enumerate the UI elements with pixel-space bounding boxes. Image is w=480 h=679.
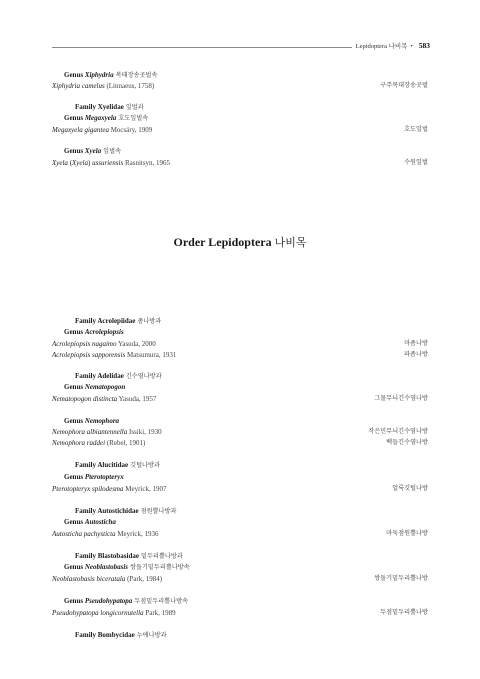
species-row: Pterotopteryx spilodesma Meyrick, 1907 얼룩깃털나방 xyxy=(52,485,428,493)
header-bullet: • xyxy=(410,43,413,50)
species-row: Acrolepiopsis sapporensis Matsumura, 1931 파좀나방 xyxy=(52,351,428,359)
genus-heading: Genus Megaxyela 호도잎벌속 xyxy=(64,114,149,122)
species-row: Acrolepiopsis nagaimo Yasuda, 2000 마좀나방 xyxy=(52,340,428,348)
species-row: Xiphydria camelus (Linnaeus, 1758) 구주목대장송곳벌 xyxy=(52,82,428,90)
species-row: Pseudohypatopa longicornutella Park, 1989 두점밑두리뿔나방 xyxy=(52,609,428,617)
running-title: Lepidoptera 나비목 xyxy=(355,43,408,50)
genus-heading: Genus Acrolepiopsis xyxy=(64,328,124,336)
species-row: Neoblastobasis biceratala (Park, 1984) 쌍돌기밑두리뿔나방 xyxy=(52,575,428,583)
genus-heading: Genus Xyela 잎벌속 xyxy=(64,147,122,155)
species-row: Nemophora raddei (Rebel, 1901) 백들긴수염나방 xyxy=(52,439,428,447)
family-heading: Family Autostichidae 점원뿔나방과 xyxy=(75,507,177,515)
family-heading: Family Acrolepiidae 좀나방과 xyxy=(75,317,162,325)
order-title: Order Lepidoptera 나비목 xyxy=(173,235,307,249)
family-heading: Family Xyelidae 잎벌과 xyxy=(75,103,144,111)
species-row: Autosticha pachysticta Meyrick, 1936 마둑점원뿔나방 xyxy=(52,530,428,538)
header-rule xyxy=(52,47,352,48)
family-heading: Family Blastobasidae 밑두리뿔나방과 xyxy=(75,552,183,560)
page-number: 583 xyxy=(418,41,430,50)
genus-heading: Genus Pterotopteryx xyxy=(64,473,124,481)
species-row: Nematopogon distincta Yasuda, 1957 그물무늬긴수염나방 xyxy=(52,395,428,403)
genus-heading: Genus Neoblastobasis 쌍돌기밑두리뿔나방속 xyxy=(64,563,190,571)
family-heading: Family Adelidae 긴수염나방과 xyxy=(75,372,162,380)
genus-heading: Genus Xiphydria 복태장송곳벌속 xyxy=(64,71,158,79)
family-heading: Family Alucitidae 깃털나방과 xyxy=(75,461,160,469)
family-heading: Family Bombycidae 누에나방과 xyxy=(75,631,167,639)
genus-heading: Genus Nemophora xyxy=(64,417,120,425)
species-row: Nemophora albiantennella Issiki, 1930 작은민무늬긴수염나방 xyxy=(52,428,428,436)
genus-heading: Genus Nematopogon xyxy=(64,383,126,391)
genus-heading: Genus Autosticha xyxy=(64,518,116,526)
genus-heading: Genus Pseudohypatopa 두점밑두리뿔나방속 xyxy=(64,597,189,605)
species-row: Xyela (Xyela) ussuriensis Rasnitsyn, 1965 수원잎벌 xyxy=(52,159,428,167)
species-row: Megaxyela gigantea Mocsáry, 1909 호도잎벌 xyxy=(52,126,428,134)
running-header xyxy=(356,41,430,50)
